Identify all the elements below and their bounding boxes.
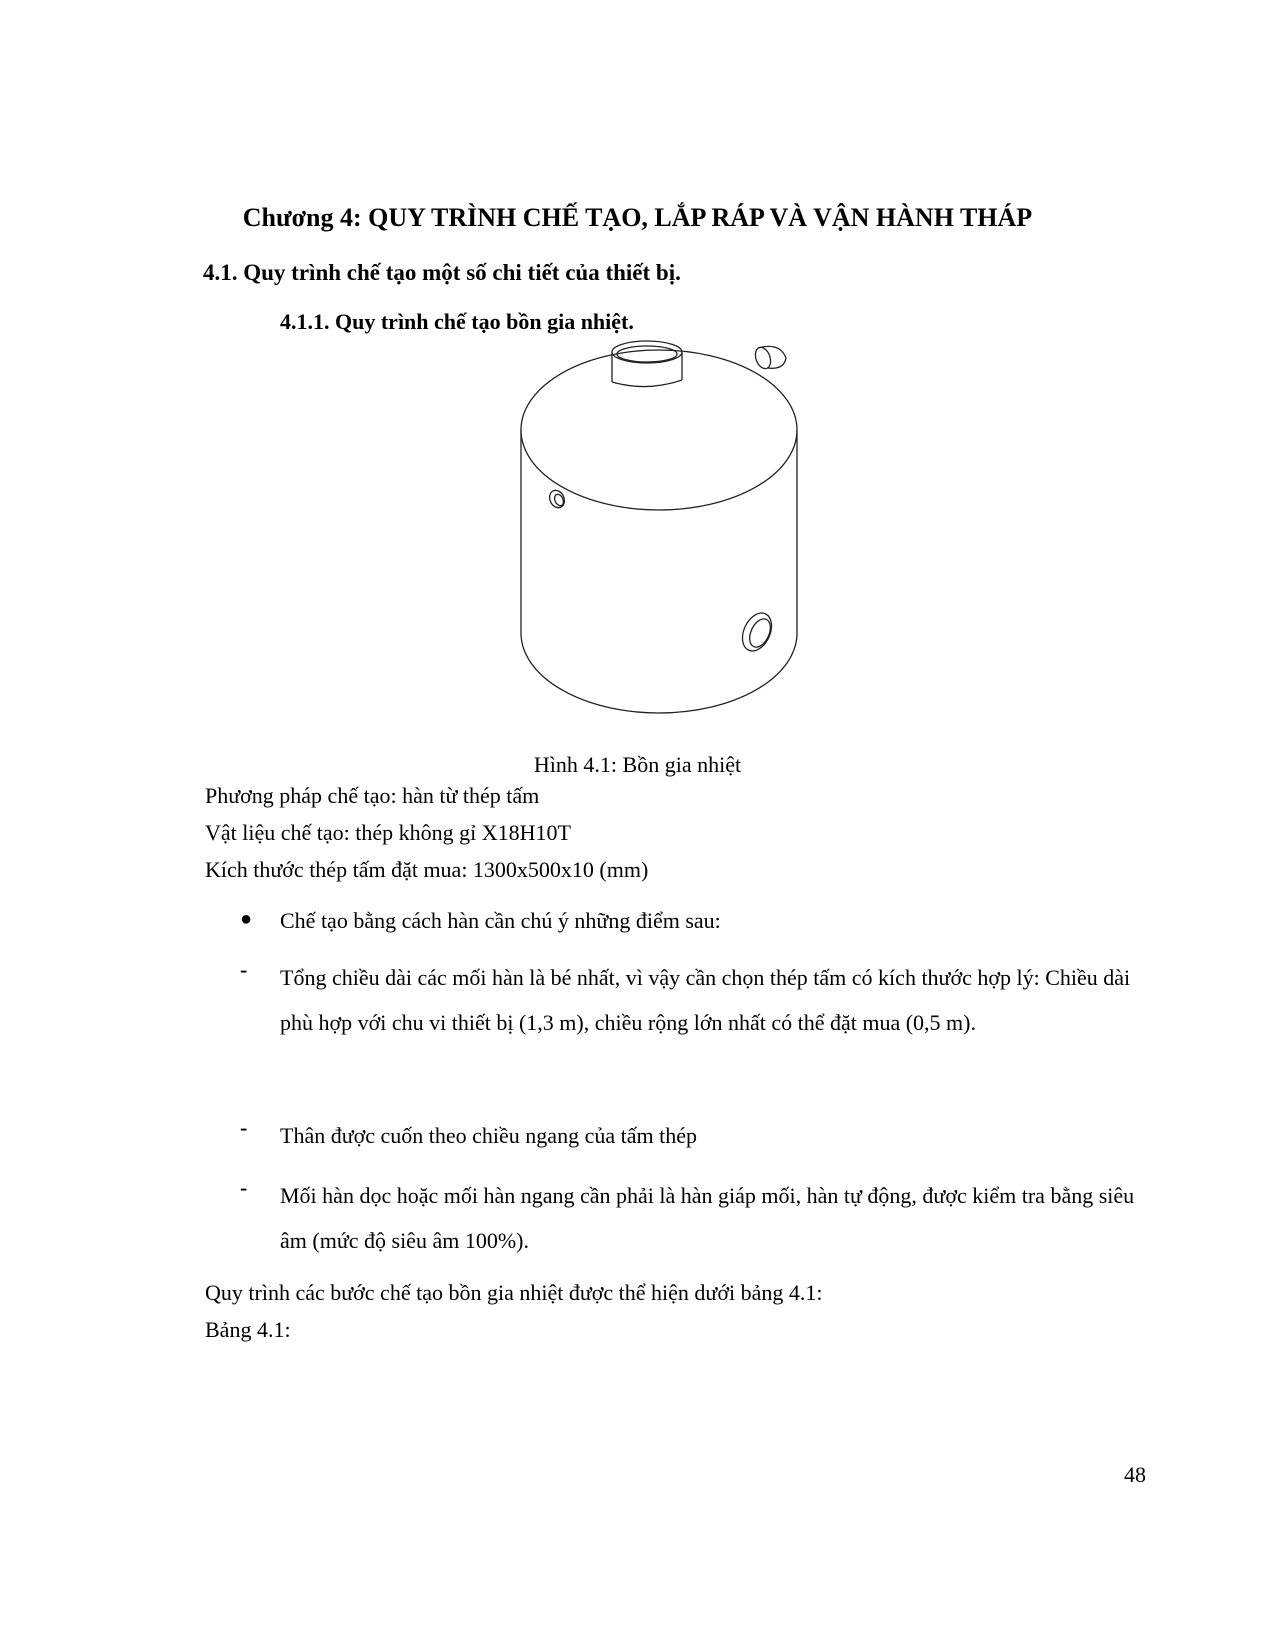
bullet-dot-icon: ●	[240, 908, 253, 930]
dash-icon: -	[240, 1115, 248, 1140]
heating-tank-drawing	[518, 340, 828, 725]
section-heading: 4.1. Quy trình chế tạo một số chi tiết của thiết bị.	[203, 260, 681, 285]
closing-line: Quy trình các bước chế tạo bồn gia nhiệt được thể hiện dưới bảng 4.1:	[205, 1280, 823, 1305]
spec-size: Kích thước thép tấm đặt mua: 1300x500x10 (mm)	[205, 857, 649, 882]
table-label: Bảng 4.1:	[205, 1317, 291, 1342]
dash-item-1: Tổng chiều dài các mối hàn là bé nhất, vì vậy cần chọn thép tấm có kích thước hợp lý: Chiều dài phù hợp với chu vi thiết bị (1,3 m), chiều rộng lớn nhất có thể đặt mua (0,5 m).	[280, 965, 1131, 1035]
dash-item-2: Thân được cuốn theo chiều ngang của tấm thép	[280, 1123, 697, 1148]
spec-method: Phương pháp chế tạo: hàn từ thép tấm	[205, 783, 540, 808]
page-number: 48	[1124, 1462, 1146, 1487]
spec-material: Vật liệu chế tạo: thép không gỉ X18H10T	[205, 820, 571, 845]
dash-item-3: Mối hàn dọc hoặc mối hàn ngang cần phải là hàn giáp mối, hàn tự động, được kiểm tra bằng siêu âm (mức độ siêu âm 100%).	[280, 1183, 1135, 1253]
dash-icon: -	[240, 1175, 248, 1200]
dash-icon: -	[240, 957, 248, 982]
chapter-title: Chương 4: QUY TRÌNH CHẾ TẠO, LẮP RÁP VÀ VẬN HÀNH THÁP	[242, 203, 1033, 232]
subsection-heading: 4.1.1. Quy trình chế tạo bồn gia nhiệt.	[280, 309, 634, 334]
bullet-item: Chế tạo bằng cách hàn cần chú ý những điểm sau:	[280, 908, 721, 933]
figure-caption: Hình 4.1: Bồn gia nhiệt	[533, 752, 742, 777]
